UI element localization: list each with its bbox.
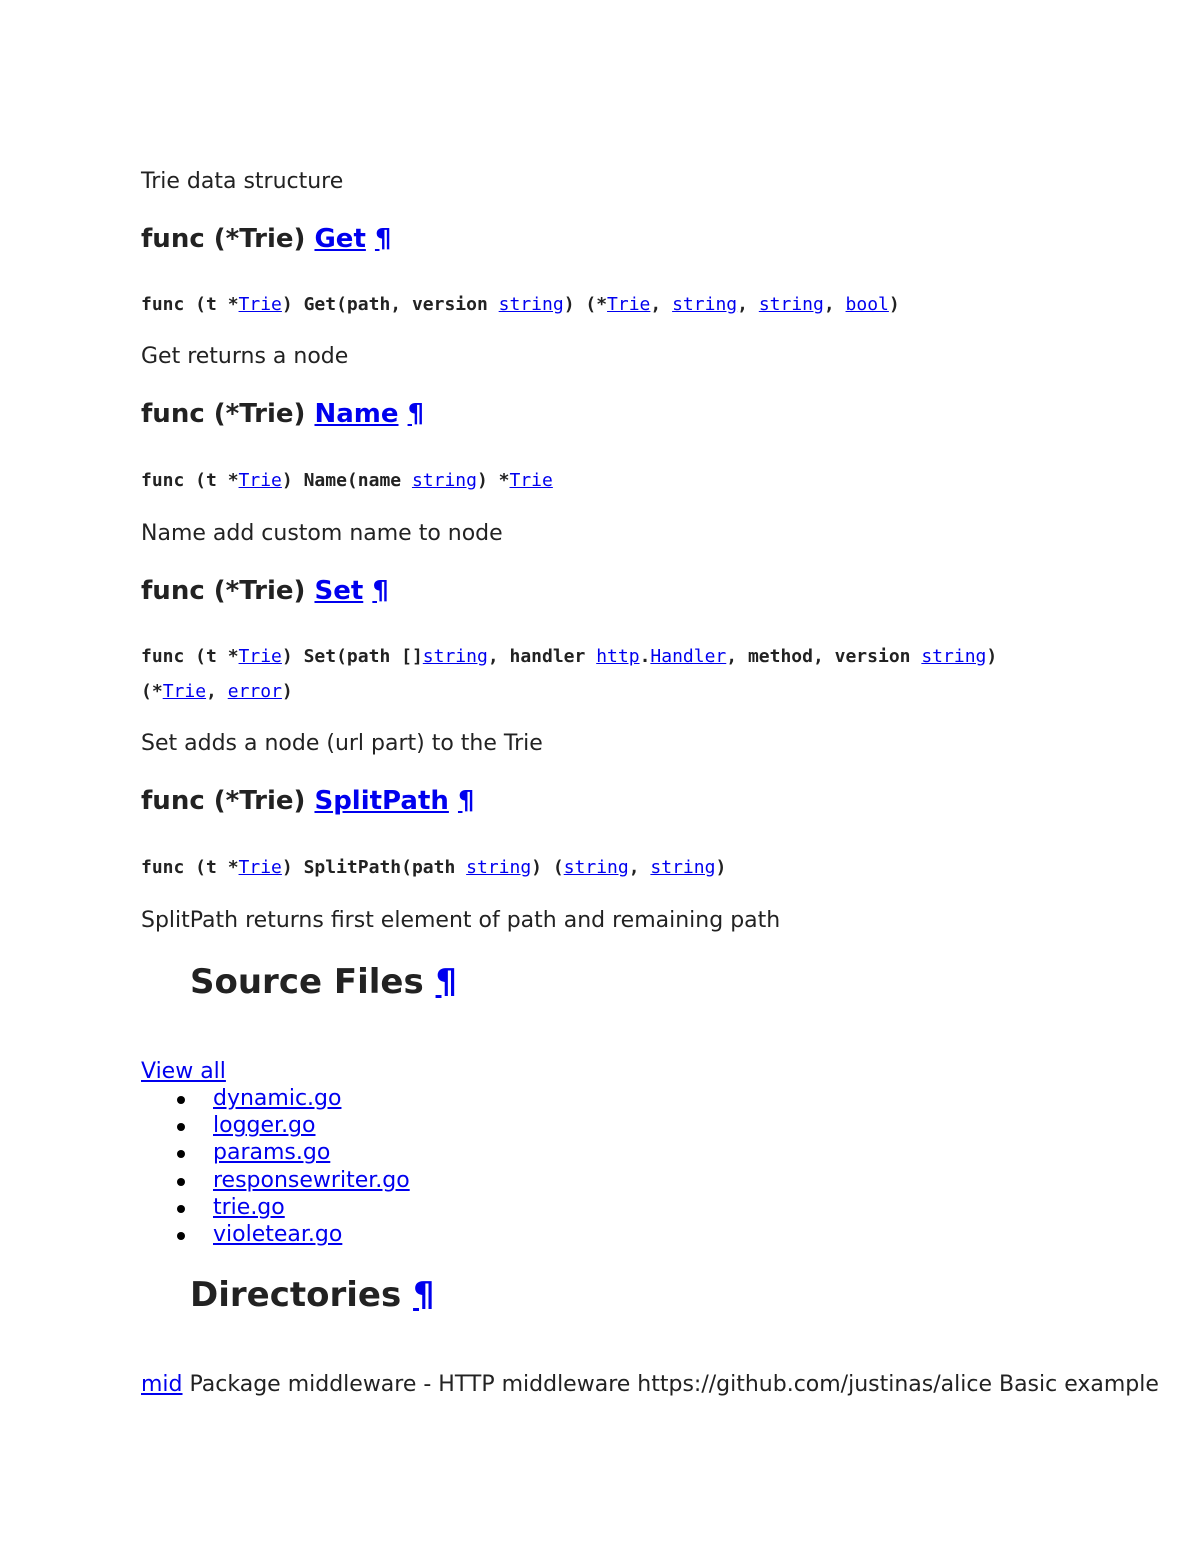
func-heading-get: [141, 223, 391, 255]
sig-text: .: [639, 646, 651, 667]
sig-text: ) (*: [563, 294, 608, 315]
sig-text: (*: [141, 681, 163, 702]
type-link-string[interactable]: string: [411, 470, 477, 491]
source-file-link[interactable]: params.go: [213, 1140, 331, 1166]
section-title: Directories: [190, 1275, 402, 1315]
sig-text: ,: [650, 294, 673, 315]
type-link-string[interactable]: string: [758, 294, 824, 315]
list-item: [141, 1194, 410, 1221]
func-doc-name: Name add custom name to node: [141, 521, 503, 546]
func-doc-get: Get returns a node: [141, 344, 349, 369]
directory-entry: [141, 1371, 1159, 1399]
type-link-error[interactable]: error: [227, 681, 282, 702]
func-heading-prefix: func (*Trie): [141, 576, 306, 606]
func-heading-name: [141, 398, 424, 430]
type-link-string[interactable]: string: [563, 857, 629, 878]
sig-text: func (t *: [141, 646, 239, 667]
source-files-heading: [190, 962, 457, 1002]
bullet-icon: [177, 1178, 185, 1186]
sig-text: ,: [628, 857, 651, 878]
type-link-trie[interactable]: Trie: [509, 470, 553, 491]
type-link-string[interactable]: string: [466, 857, 532, 878]
type-link-string[interactable]: string: [672, 294, 738, 315]
list-item: [141, 1221, 410, 1248]
type-link-bool[interactable]: bool: [845, 294, 889, 315]
func-signature-name: [141, 469, 553, 493]
sig-text: ) Name(name: [281, 470, 412, 491]
type-link-trie[interactable]: Trie: [238, 857, 282, 878]
anchor-link-name[interactable]: ¶: [407, 399, 425, 429]
directory-link-mid[interactable]: mid: [141, 1372, 183, 1397]
source-file-link[interactable]: logger.go: [213, 1113, 316, 1139]
type-link-string[interactable]: string: [498, 294, 564, 315]
anchor-link-get[interactable]: ¶: [374, 224, 392, 254]
directory-description: Package middleware - HTTP middleware https://github.com/justinas/alice Basic example: [182, 1372, 1159, 1397]
sig-text: , method, version: [726, 646, 922, 667]
list-item: [141, 1167, 410, 1194]
type-link-trie[interactable]: Trie: [238, 470, 282, 491]
sig-text: ,: [737, 294, 759, 315]
sig-text: ) Set(path []: [281, 646, 423, 667]
type-link-trie[interactable]: Trie: [162, 681, 207, 702]
func-heading-prefix: func (*Trie): [141, 786, 306, 816]
func-heading-prefix: func (*Trie): [141, 399, 306, 429]
package-link-http[interactable]: http: [596, 646, 640, 667]
view-all-link[interactable]: View all: [141, 1059, 226, 1084]
list-item: [141, 1139, 410, 1166]
source-file-link[interactable]: responsewriter.go: [213, 1167, 410, 1193]
func-doc-splitpath: SplitPath returns first element of path and remaining path: [141, 908, 781, 933]
sig-text: func (t *: [141, 857, 239, 878]
func-heading-prefix: func (*Trie): [141, 224, 306, 254]
sig-text: ): [715, 857, 727, 878]
sig-text: func (t *: [141, 294, 239, 315]
sig-text: ): [888, 294, 900, 315]
sig-text: ,: [206, 681, 228, 702]
type-link-trie[interactable]: Trie: [238, 646, 282, 667]
func-signature-splitpath: [141, 856, 726, 880]
bullet-icon: [177, 1096, 185, 1104]
anchor-link-splitpath[interactable]: ¶: [457, 786, 475, 816]
source-file-link[interactable]: dynamic.go: [213, 1086, 342, 1111]
func-heading-set: [141, 575, 389, 607]
type-link-trie[interactable]: Trie: [238, 294, 282, 315]
anchor-link-set[interactable]: ¶: [372, 576, 389, 606]
anchor-link-source-files[interactable]: ¶: [435, 962, 458, 1002]
source-file-link[interactable]: trie.go: [213, 1194, 285, 1220]
section-title: Source Files: [190, 962, 424, 1002]
func-name-link-get[interactable]: Get: [314, 224, 366, 254]
source-file-link[interactable]: violetear.go: [213, 1221, 343, 1247]
sig-text: ,: [823, 294, 846, 315]
type-link-string[interactable]: string: [921, 646, 987, 667]
directories-heading: [190, 1275, 435, 1315]
sig-text: ) SplitPath(path: [281, 857, 467, 878]
sig-text: , handler: [487, 646, 597, 667]
func-name-link-set[interactable]: Set: [314, 576, 364, 606]
func-name-link-splitpath[interactable]: SplitPath: [314, 786, 449, 816]
type-link-string[interactable]: string: [422, 646, 488, 667]
sig-text: ): [986, 646, 998, 667]
sig-text: ) *: [476, 470, 510, 491]
type-link-string[interactable]: string: [650, 857, 716, 878]
list-item: [141, 1085, 410, 1112]
func-signature-get: [141, 293, 900, 317]
func-doc-set: Set adds a node (url part) to the Trie: [141, 731, 543, 756]
intro-text: Trie data structure: [141, 169, 344, 194]
type-link-trie[interactable]: Trie: [607, 294, 651, 315]
sig-text: ) (: [531, 857, 564, 878]
bullet-icon: [177, 1232, 185, 1240]
func-heading-splitpath: [141, 785, 475, 817]
source-file-list: [141, 1085, 410, 1248]
func-name-link-name[interactable]: Name: [314, 399, 399, 429]
sig-text: ): [281, 681, 293, 702]
anchor-link-directories[interactable]: ¶: [413, 1275, 435, 1315]
list-item: [141, 1112, 410, 1139]
bullet-icon: [177, 1123, 185, 1131]
sig-text: ) Get(path, version: [281, 294, 499, 315]
type-link-handler[interactable]: Handler: [650, 646, 727, 667]
func-signature-set: [141, 645, 997, 669]
sig-text: func (t *: [141, 470, 239, 491]
bullet-icon: [177, 1205, 185, 1213]
func-signature-set-line2: [141, 680, 293, 704]
bullet-icon: [177, 1150, 185, 1158]
